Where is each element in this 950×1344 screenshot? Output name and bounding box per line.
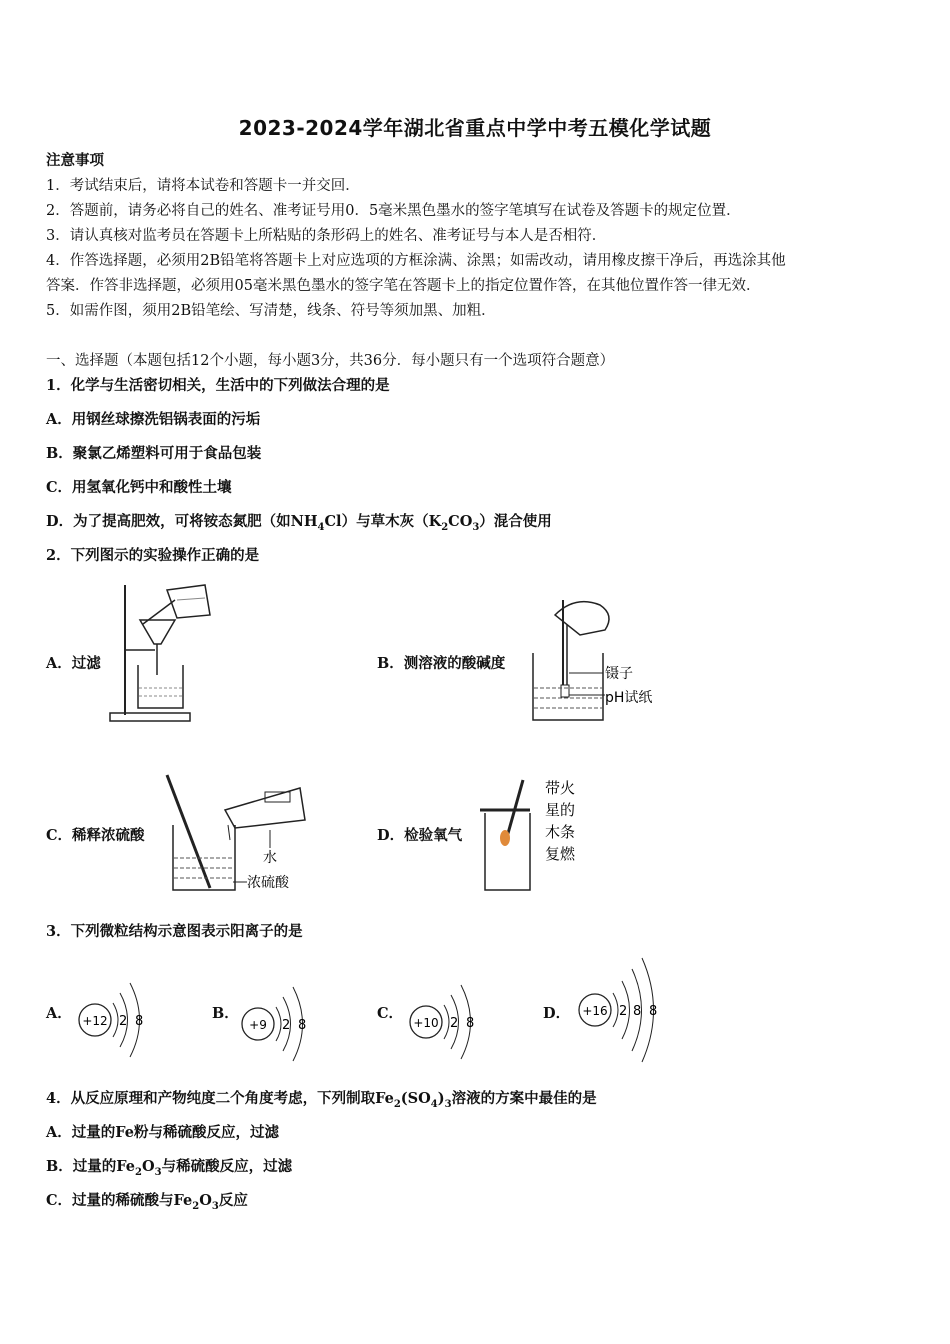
oxygen-label-line: 木条 — [545, 823, 576, 841]
q2-option-b: B．测溶液的酸碱度 — [377, 655, 506, 672]
question-3-stem: 3．下列微粒结构示意图表示阳离子的是 — [46, 923, 303, 940]
svg-text:+9: +9 — [249, 1018, 267, 1032]
ph-paper-label: pH试纸 — [605, 690, 653, 706]
svg-text:2: 2 — [282, 1018, 291, 1033]
q2-option-c: C．稀释浓硫酸 — [46, 827, 145, 844]
q3-option-a: A． — [46, 1005, 72, 1022]
oxygen-label-line: 星的 — [545, 801, 576, 819]
atom-diagram-d — [575, 955, 670, 1065]
notice-item: 3．请认真核对监考员在答题卡上所粘贴的条形码上的姓名、准考证号与本人是否相符． — [46, 228, 607, 244]
conc-acid-label: 浓硫酸 — [247, 875, 289, 891]
dilute-acid-figure — [155, 770, 315, 895]
q4-option-a: A．过量的Fe粉与稀硫酸反应，过滤 — [46, 1124, 279, 1141]
notice-item: 5．如需作图，须用2B铅笔绘、写清楚，线条、符号等须加黑、加粗． — [46, 303, 496, 319]
q1-option-d: D．为了提高肥效，可将铵态氮肥（如$NH_4Cl$）与草木灰$(K_2CO_3)$混合使用 — [46, 513, 552, 533]
svg-text:8: 8 — [135, 1014, 144, 1029]
q3-option-d: D． — [543, 1005, 571, 1022]
ph-test-figure — [525, 585, 665, 725]
section-heading: 一、选择题（本题包括12个小题，每小题3分，共36分．每小题只有一个选项符合题意） — [46, 353, 615, 369]
svg-text:8: 8 — [298, 1018, 307, 1033]
svg-text:8: 8 — [649, 1004, 658, 1019]
svg-text:2: 2 — [619, 1004, 628, 1019]
question-2-stem: 2．下列图示的实验操作正确的是 — [46, 547, 260, 564]
notice-item: 2．答题前，请务必将自己的姓名、准考证号用0．5毫米黑色墨水的签字笔填写在试卷及答题卡的规定位置． — [46, 203, 741, 219]
tweezers-label: 镊子 — [605, 666, 633, 682]
atom-diagram-a — [75, 975, 155, 1060]
notice-item: 1．考试结束后，请将本试卷和答题卡一并交回． — [46, 178, 360, 194]
q3-option-c: C． — [377, 1005, 404, 1022]
svg-text:8: 8 — [633, 1004, 642, 1019]
svg-text:8: 8 — [466, 1016, 475, 1031]
q3-option-b: B． — [212, 1005, 239, 1022]
notice-item: 4．作答选择题，必须用2B铅笔将答题卡上对应选项的方框涂满、涂黑；如需改动，请用橡皮擦干净后，再选涂其他 — [46, 253, 786, 269]
svg-text:+10: +10 — [413, 1016, 439, 1030]
q4-option-b: B．过量的$Fe_2O_3$与稀硫酸反应，过滤 — [46, 1158, 293, 1178]
question-4-stem: 4．从反应原理和产物纯度二个角度考虑，下列制取$Fe_2(SO_4)_3$溶液的方案中最佳的是 — [46, 1090, 597, 1110]
water-label: 水 — [263, 850, 277, 866]
atom-diagram-c — [406, 978, 486, 1063]
q4-option-c: C．过量的稀硫酸与$Fe_2O_3$反应 — [46, 1192, 248, 1212]
oxygen-test-figure — [475, 775, 595, 895]
q1-option-b: B．聚氯乙烯塑料可用于食品包装 — [46, 445, 262, 462]
q2-option-d: D．检验氧气 — [377, 827, 463, 844]
notice-heading: 注意事项 — [46, 152, 104, 169]
svg-text:2: 2 — [450, 1016, 459, 1031]
notice-item: 答案．作答非选择题，必须用05毫米黑色墨水的签字笔在答题卡上的指定位置作答，在其他位置作答一律无效． — [46, 278, 761, 294]
svg-text:+16: +16 — [582, 1004, 608, 1018]
oxygen-label-line: 复燃 — [545, 845, 576, 863]
atom-diagram-b — [238, 980, 318, 1065]
q1-option-a: A．用钢丝球擦洗铝锅表面的污垢 — [46, 411, 261, 428]
question-1-stem: 1．化学与生活密切相关，生活中的下列做法合理的是 — [46, 377, 390, 394]
oxygen-label-line: 带火 — [545, 779, 576, 797]
filtration-figure — [105, 580, 220, 725]
svg-text:+12: +12 — [82, 1014, 108, 1028]
svg-text:2: 2 — [119, 1014, 128, 1029]
q1-option-c: C．用氢氧化钙中和酸性土壤 — [46, 479, 232, 496]
page-title: 2023-2024学年湖北省重点中学中考五模化学试题 — [238, 116, 712, 140]
q2-option-a: A．过滤 — [46, 655, 101, 672]
